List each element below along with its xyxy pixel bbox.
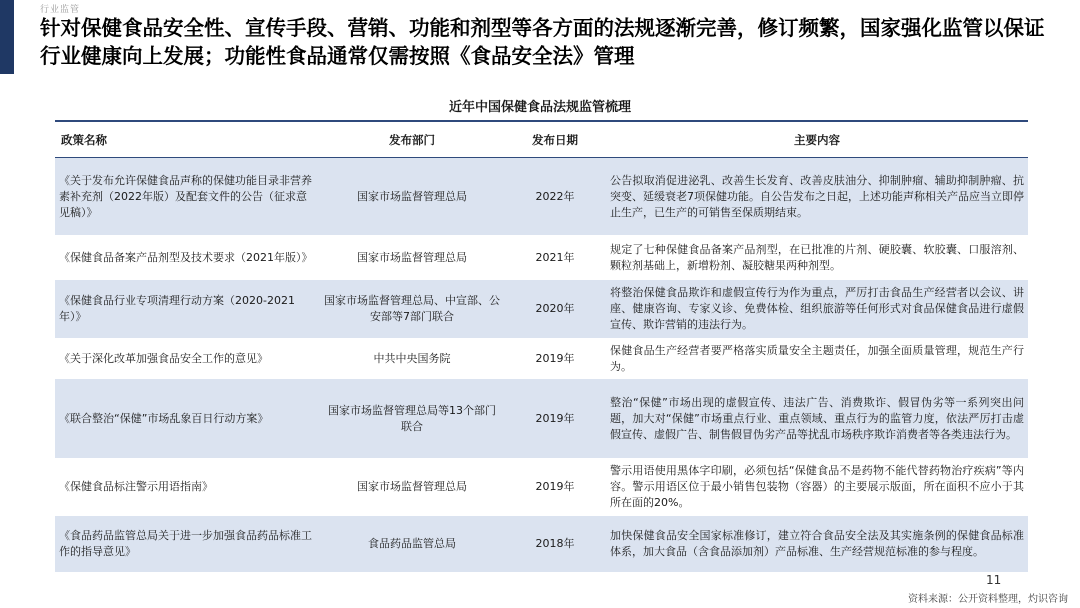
page-number: 11	[986, 573, 1002, 587]
regulation-table-container	[55, 120, 1028, 573]
department-cell: 中共中央国务院	[320, 339, 504, 379]
department-cell: 国家市场监督管理总局	[320, 236, 504, 280]
content-cell: 公告拟取消促进泌乳、改善生长发育、改善皮肤油分、抑制肿瘤、辅助抑制肿瘤、抗突变、延缓衰老7项保健功能。自公告发布之日起，上述功能声称相关产品应当立即停止生产，已生产的可销售至保质期结束。	[606, 158, 1028, 236]
content-cell: 加快保健食品安全国家标准修订，建立符合食品安全法及其实施条例的保健食品标准体系，加大食品（含食品添加剂）产品标准、生产经营规范标准的参与程度。	[606, 516, 1028, 573]
table-row	[55, 516, 1028, 573]
table-row	[55, 339, 1028, 379]
table-row	[55, 459, 1028, 516]
table-row	[55, 280, 1028, 339]
table-row	[55, 379, 1028, 459]
content-cell: 将整治保健食品欺诈和虚假宣传行为作为重点，严厉打击食品生产经营者以会议、讲座、健康咨询、专家义诊、免费体检、组织旅游等任何形式对食品保健食品进行虚假宣传、欺诈营销的违法行为。	[606, 280, 1028, 339]
content-cell: 整治“保健”市场出现的虚假宣传、违法广告、消费欺诈、假冒伪劣等一系列突出问题，加大对“保健”市场重点行业、重点领域、重点行为的监管力度，依法严厉打击虚假宣传、虚假广告、制售假冒伪劣产品等扰乱市场秩序欺诈消费者等各类违法行为。	[606, 379, 1028, 459]
content-cell: 规定了七种保健食品备案产品剂型，在已批准的片剂、硬胶囊、软胶囊、口服溶剂、颗粒剂基础上，新增粉剂、凝胶糖果两种剂型。	[606, 236, 1028, 280]
left-accent-bar	[0, 0, 14, 74]
policy-name-cell: 《保健食品标注警示用语指南》	[55, 459, 320, 516]
date-cell: 2018年	[504, 516, 606, 573]
policy-name-cell: 《保健食品行业专项清理行动方案（2020-2021年）》	[55, 280, 320, 339]
date-cell: 2019年	[504, 459, 606, 516]
content-cell: 保健食品生产经营者要严格落实质量安全主题责任，加强全面质量管理，规范生产行为。	[606, 339, 1028, 379]
table-row	[55, 236, 1028, 280]
column-header-policy-name: 政策名称	[55, 121, 320, 158]
department-cell: 国家市场监督管理总局	[320, 158, 504, 236]
policy-name-cell: 《保健食品备案产品剂型及技术要求（2021年版）》	[55, 236, 320, 280]
date-cell: 2019年	[504, 379, 606, 459]
policy-name-cell: 《食品药品监管总局关于进一步加强食品药品标准工作的指导意见》	[55, 516, 320, 573]
column-header-department: 发布部门	[320, 121, 504, 158]
date-cell: 2021年	[504, 236, 606, 280]
department-cell: 国家市场监督管理总局、中宣部、公安部等7部门联合	[320, 280, 504, 339]
policy-name-cell: 《关于发布允许保健食品声称的保健功能目录非营养素补充剂（2022年版）及配套文件的公告（征求意见稿）》	[55, 158, 320, 236]
content-cell: 警示用语使用黑体字印刷，必须包括“保健食品不是药物不能代替药物治疗疾病”等内容。警示用语区位于最小销售包装物（容器）的主要展示版面，所在面积不应小于其所在面的20%。	[606, 459, 1028, 516]
policy-name-cell: 《联合整治“保健”市场乱象百日行动方案》	[55, 379, 320, 459]
section-tag: 行业监管	[40, 5, 81, 15]
date-cell: 2019年	[504, 339, 606, 379]
table-row	[55, 158, 1028, 236]
column-header-date: 发布日期	[504, 121, 606, 158]
table-header-row	[55, 121, 1028, 158]
column-header-content: 主要内容	[606, 121, 1028, 158]
page-headline: 针对保健食品安全性、宣传手段、营销、功能和剂型等各方面的法规逐渐完善，修订频繁，国家强化监管以保证行业健康向上发展；功能性食品通常仅需按照《食品安全法》管理	[40, 16, 1045, 68]
regulation-table	[55, 120, 1028, 573]
department-cell: 国家市场监督管理总局	[320, 459, 504, 516]
table-title: 近年中国保健食品法规监管梳理	[448, 100, 631, 115]
department-cell: 食品药品监管总局	[320, 516, 504, 573]
source-note: 资料来源：公开资料整理，灼识咨询	[908, 594, 1068, 605]
date-cell: 2022年	[504, 158, 606, 236]
policy-name-cell: 《关于深化改革加强食品安全工作的意见》	[55, 339, 320, 379]
date-cell: 2020年	[504, 280, 606, 339]
department-cell: 国家市场监督管理总局等13个部门联合	[320, 379, 504, 459]
